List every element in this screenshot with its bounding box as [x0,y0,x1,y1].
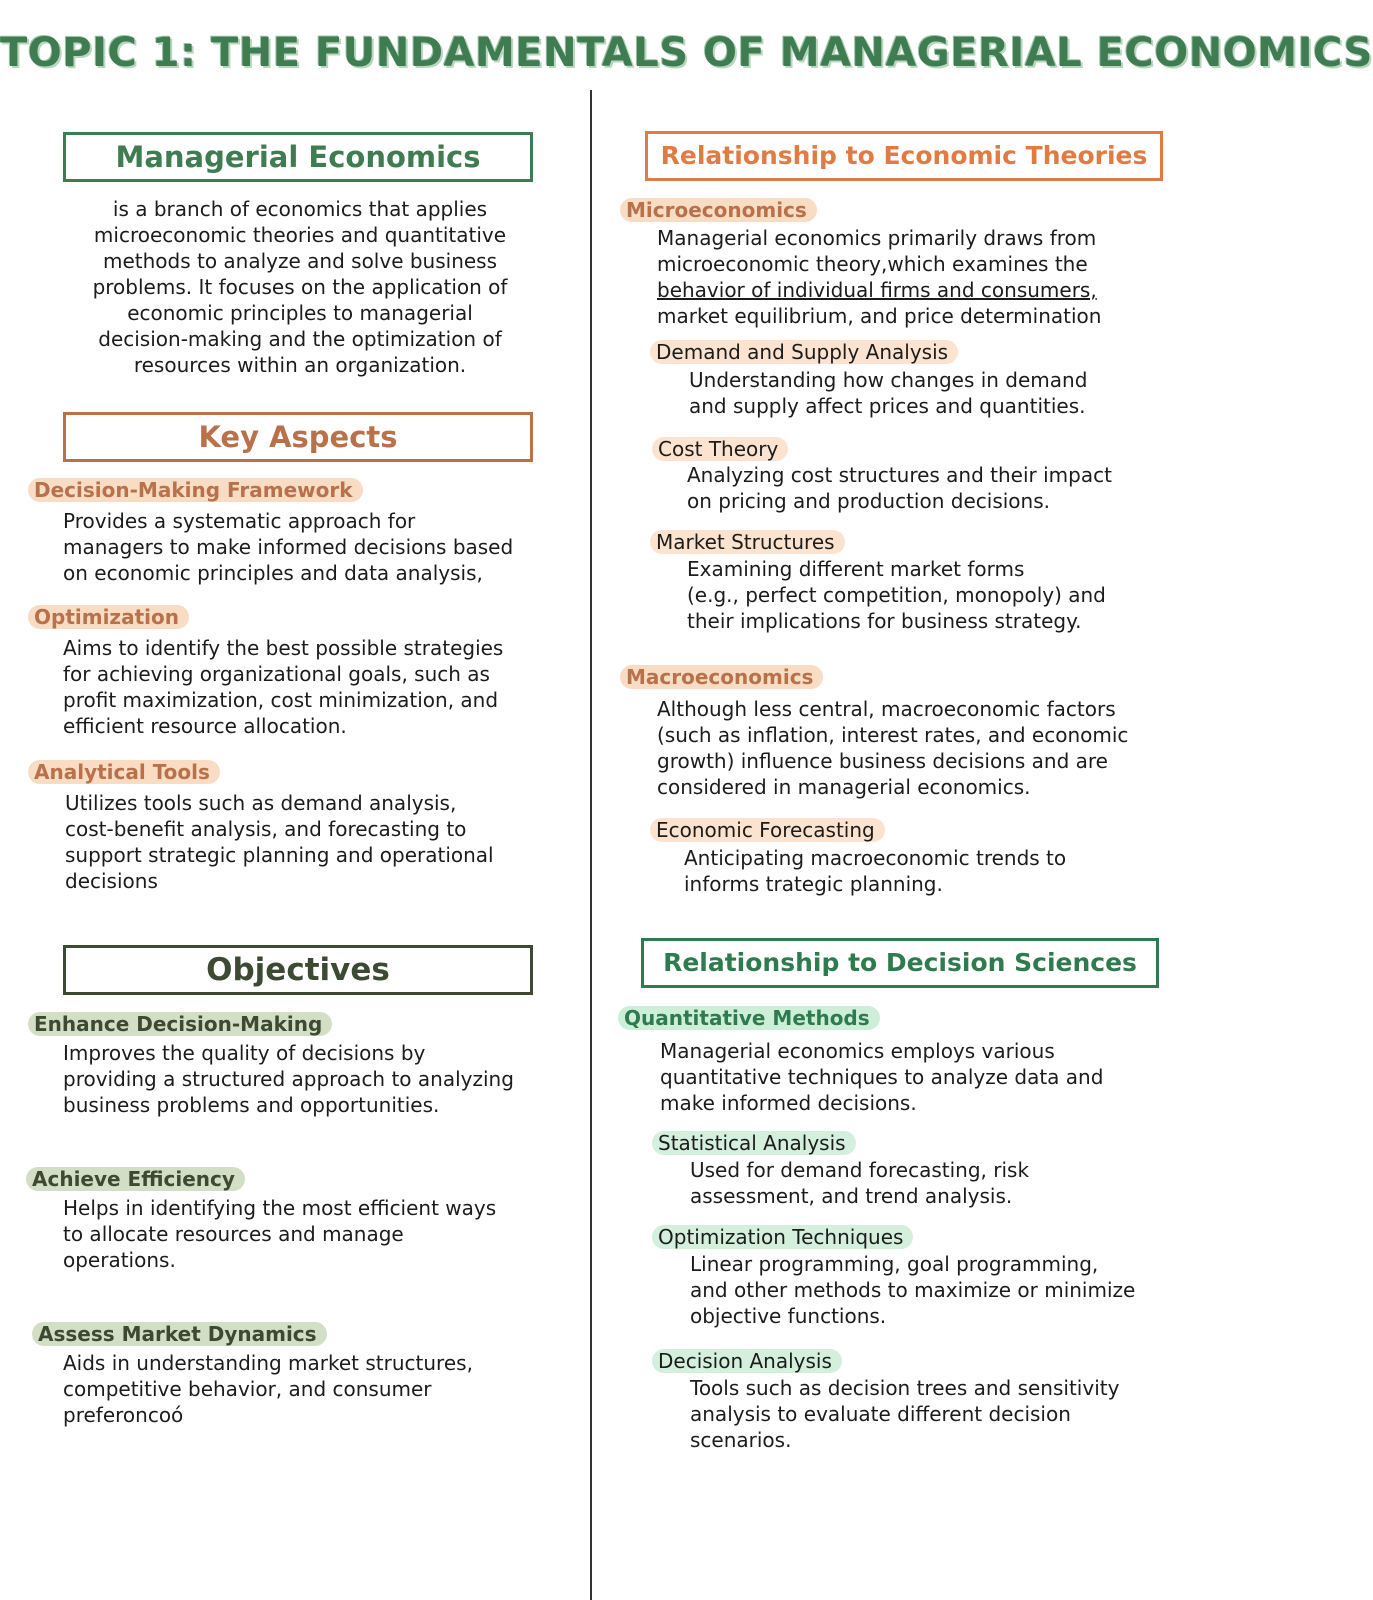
key-aspect-label: Decision-Making Framework [28,478,363,502]
objective-label: Assess Market Dynamics [32,1322,327,1346]
objective-body: Aids in understanding market structures, competitive behavior, and consumer preferoncoó [63,1351,473,1427]
objective-label: Enhance Decision-Making [28,1012,332,1036]
objective-body: Helps in identifying the most efficient ways to allocate resources and manage operations. [63,1196,497,1272]
economic-theories-heading: Relationship to Economic Theories [645,131,1163,181]
decision-sciences-heading: Relationship to Decision Sciences [641,938,1159,988]
micro-subtopic-body: Understanding how changes in demand and supply affect prices and quantities. [689,368,1088,418]
managerial-economics-definition: is a branch of economics that applies microeconomic theories and quantitative methods to analyze and solve business problems. It focuses on the application of economic principles to managerial decision-making and the optimization of resources within an organization. [92,197,508,377]
macro-subtopic-body: Anticipating macroeconomic trends to informs trategic planning. [684,846,1067,896]
key-aspect-body: Utilizes tools such as demand analysis, cost-benefit analysis, and forecasting to support strategic planning and operational decisions [65,791,494,893]
objective-label: Achieve Efficiency [26,1167,245,1191]
decision-subtopic-label: Statistical Analysis [652,1131,856,1155]
micro-subtopic-label: Cost Theory [652,437,788,461]
quantitative-methods-label: Quantitative Methods [618,1006,880,1030]
micro-subtopic-body: Examining different market forms (e.g., perfect competition, monopoly) and their implications for business strategy. [687,557,1106,633]
macroeconomics-label: Macroeconomics [620,665,823,689]
microeconomics-body [657,225,1187,329]
micro-subtopic-label: Demand and Supply Analysis [650,340,958,364]
micro-subtopic-body: Analyzing cost structures and their impact on pricing and production decisions. [687,463,1112,513]
macro-subtopic-label: Economic Forecasting [650,818,885,842]
key-aspect-label: Optimization [28,605,189,629]
page-title: TOPIC 1: THE FUNDAMENTALS OF MANAGERIAL ECONOMICS [0,30,1373,76]
managerial-economics-heading: Managerial Economics [63,132,533,182]
microeconomics-body-line: Managerial economics primarily draws from [657,226,1097,250]
microeconomics-label: Microeconomics [620,198,817,222]
objective-body: Improves the quality of decisions by providing a structured approach to analyzing business problems and opportunities. [63,1041,514,1117]
decision-subtopic-label: Optimization Techniques [652,1225,913,1249]
key-aspect-label: Analytical Tools [28,760,220,784]
micro-subtopic-label: Market Structures [650,530,845,554]
decision-subtopic-body: Linear programming, goal programming, and other methods to maximize or minimize objective functions. [690,1252,1136,1328]
decision-subtopic-label: Decision Analysis [652,1349,842,1373]
microeconomics-body-underlined: behavior of individual firms and consumers, [657,278,1097,302]
microeconomics-body-line: microeconomic theory,which examines the [657,252,1088,276]
objectives-heading: Objectives [63,945,533,995]
decision-subtopic-body: Tools such as decision trees and sensitivity analysis to evaluate different decision scenarios. [690,1376,1120,1452]
decision-subtopic-body: Used for demand forecasting, risk assessment, and trend analysis. [690,1158,1030,1208]
microeconomics-body-line: market equilibrium, and price determination [657,304,1102,328]
quantitative-methods-body: Managerial economics employs various quantitative techniques to analyze data and make informed decisions. [660,1039,1104,1115]
key-aspect-body: Aims to identify the best possible strategies for achieving organizational goals, such as profit maximization, cost minimization, and efficient resource allocation. [63,636,504,738]
key-aspects-heading: Key Aspects [63,412,533,462]
macroeconomics-body: Although less central, macroeconomic factors (such as inflation, interest rates, and economic growth) influence business decisions and are considered in managerial economics. [657,697,1129,799]
column-divider [590,90,592,1600]
key-aspect-body: Provides a systematic approach for managers to make informed decisions based on economic principles and data analysis, [63,509,514,585]
